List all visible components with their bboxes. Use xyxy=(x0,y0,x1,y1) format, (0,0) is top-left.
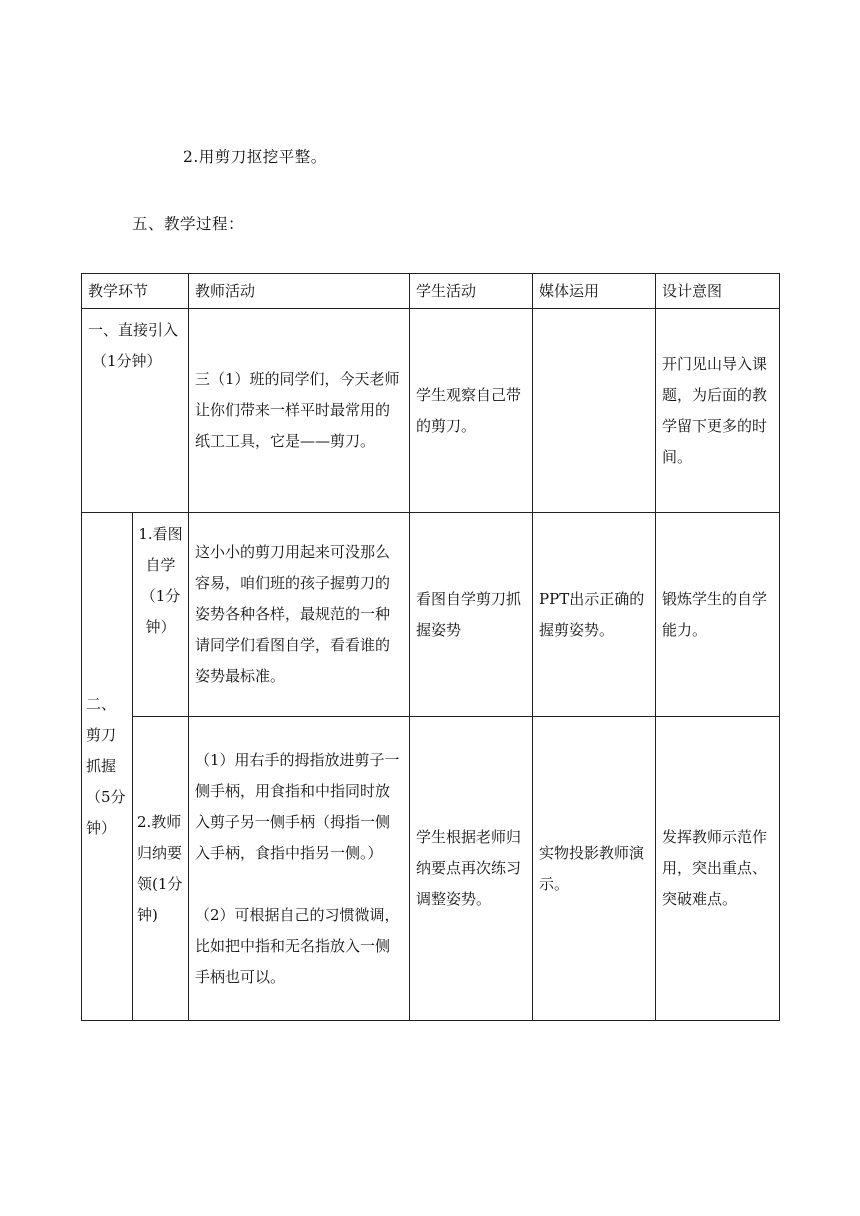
design-intent-cell: 锻炼学生的自学能力。 xyxy=(656,513,780,717)
header-student-activity: 学生活动 xyxy=(410,274,533,309)
media-cell xyxy=(533,309,656,513)
teacher-point-2: （2）可根据自己的习惯微调，比如把中指和无名指放入一侧手柄也可以。 xyxy=(195,905,400,986)
stage-name: 一、直接引入 xyxy=(88,321,179,339)
stage-cell: 二、剪刀抓握（5分钟） xyxy=(82,513,133,1021)
teacher-activity-cell: 这小小的剪刀用起来可没那么容易，咱们班的孩子握剪刀的姿势各种各样，最规范的一种请同学们看图自学，看看谁的姿势最标准。 xyxy=(189,513,410,717)
list-item-2: 2.用剪刀抠挖平整。 xyxy=(183,148,327,166)
header-design-intent: 设计意图 xyxy=(656,274,780,309)
stage-time: （1分钟） xyxy=(92,352,162,370)
step-cell: 1.看图自学（1分钟） xyxy=(133,513,189,717)
step-cell: 2.教师归纳要领(1分钟) xyxy=(133,717,189,1021)
teacher-activity-cell: 三（1）班的同学们，今天老师让你们带来一样平时最常用的纸工工具，它是——剪刀。 xyxy=(189,309,410,513)
design-intent-cell: 开门见山导入课题，为后面的教学留下更多的时间。 xyxy=(656,309,780,513)
table-row xyxy=(82,513,780,717)
student-activity-cell: 学生观察自己带的剪刀。 xyxy=(410,309,533,513)
student-activity-cell: 看图自学剪刀抓握姿势 xyxy=(410,513,533,717)
teacher-activity-cell xyxy=(189,717,410,1021)
design-intent-cell: 发挥教师示范作用，突出重点、突破难点。 xyxy=(656,717,780,1021)
teacher-point-1: （1）用右手的拇指放进剪子一侧手柄，用食指和中指同时放入剪子另一侧手柄（拇指一侧入手柄，食指中指另一侧。） xyxy=(195,750,400,862)
table-row xyxy=(82,309,780,513)
table-header-row xyxy=(82,274,780,309)
table-row xyxy=(82,717,780,1021)
header-media: 媒体运用 xyxy=(533,274,656,309)
header-stage: 教学环节 xyxy=(82,274,189,309)
media-cell: 实物投影教师演示。 xyxy=(533,717,656,1021)
stage-cell xyxy=(82,309,189,513)
header-teacher-activity: 教师活动 xyxy=(189,274,410,309)
section-heading: 五、教学过程： xyxy=(132,215,245,233)
student-activity-cell: 学生根据老师归纳要点再次练习调整姿势。 xyxy=(410,717,533,1021)
media-cell: PPT出示正确的握剪姿势。 xyxy=(533,513,656,717)
teaching-process-table xyxy=(81,273,780,1021)
